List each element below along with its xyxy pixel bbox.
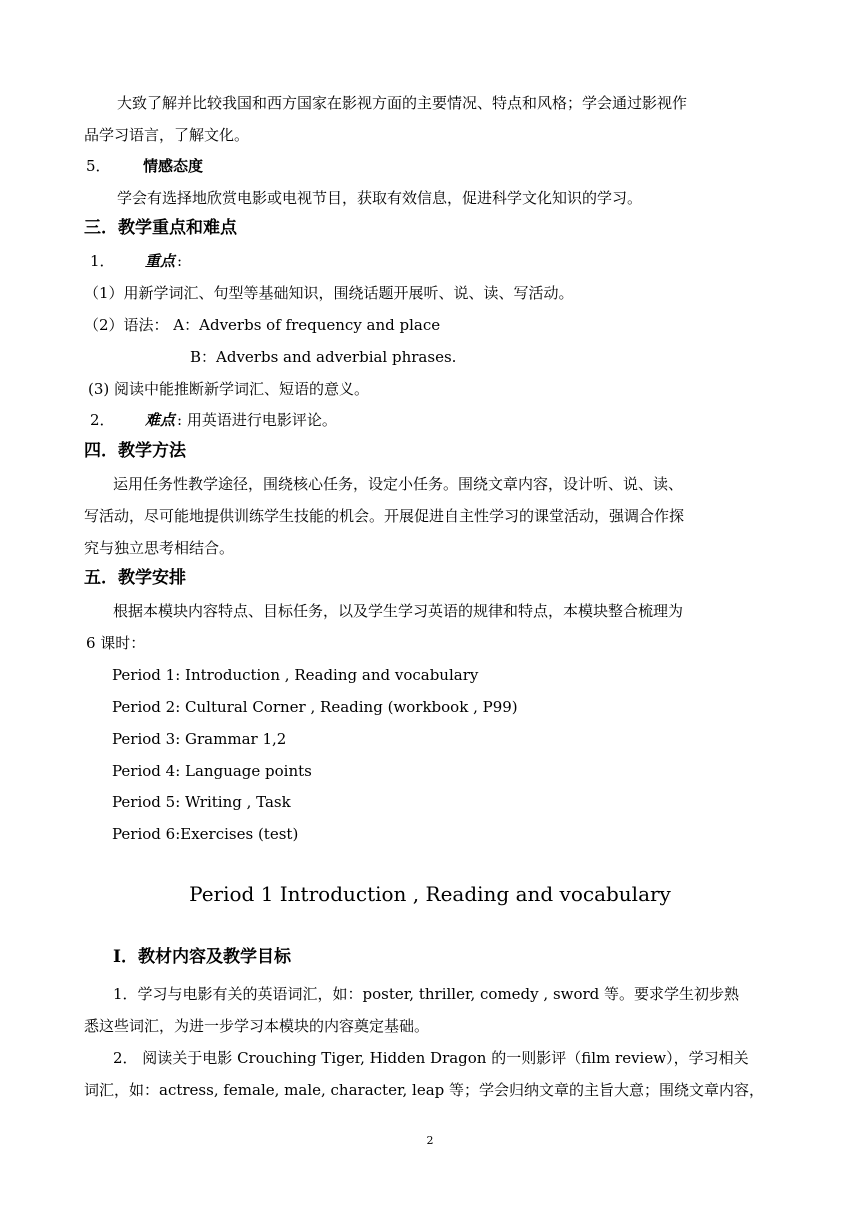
paragraph-line: 6 课时：: [86, 634, 146, 652]
paragraph-line: 品学习语言，了解文化。: [84, 126, 250, 144]
section-heading: I．教材内容及教学目标: [113, 947, 291, 967]
period-item: Period 2: Cultural Corner , Reading (workbook , P99): [112, 698, 518, 716]
paragraph-line: 学会有选择地欣赏电影或电视节目，获取有效信息，促进科学文化知识的学习。: [117, 189, 643, 207]
list-item: (3) 阅读中能推断新学词汇、短语的意义。: [88, 380, 370, 398]
section-title: 情感态度: [143, 157, 204, 175]
list-item: B：Adverbs and adverbial phrases.: [190, 348, 457, 366]
paragraph-line: 根据本模块内容特点、目标任务，以及学生学习英语的规律和特点，本模块整合梳理为: [113, 602, 684, 620]
paragraph-line: 2． 阅读关于电影 Crouching Tiger, Hidden Dragon 的一则影评（film review），学习相关: [113, 1049, 749, 1067]
page-number: 2: [426, 1134, 434, 1147]
item-number: 2．: [90, 411, 115, 429]
section-heading: 四．教学方法: [84, 441, 186, 461]
paragraph-line: 大致了解并比较我国和西方国家在影视方面的主要情况、特点和风格；学会通过影视作: [117, 94, 688, 112]
section-heading: 三．教学重点和难点: [84, 218, 237, 238]
list-item: （1）用新学词汇、句型等基础知识，围绕话题开展听、说、读、写活动。: [84, 284, 574, 302]
paragraph-line: 写活动，尽可能地提供训练学生技能的机会。开展促进自主性学习的课堂活动，强调合作探: [84, 507, 685, 525]
list-item: （2）语法： A：Adverbs of frequency and place: [84, 316, 441, 334]
period-item: Period 5: Writing , Task: [112, 793, 291, 811]
paragraph-line: 词汇，如：actress, female, male, character, leap 等；学会归纳文章的主旨大意；围绕文章内容，: [84, 1081, 765, 1099]
period-item: Period 3: Grammar 1,2: [112, 730, 287, 748]
difficulty-text: : 用英语进行电影评论。: [177, 411, 337, 429]
period-item: Period 1: Introduction , Reading and vocabulary: [112, 666, 479, 684]
colon: :: [177, 252, 183, 270]
difficulty-label: 难点: [145, 411, 176, 429]
period-item: Period 4: Language points: [112, 762, 312, 780]
section-heading: 五．教学安排: [84, 568, 186, 588]
paragraph-line: 悉这些词汇，为进一步学习本模块的内容奠定基础。: [84, 1017, 430, 1035]
paragraph-line: 究与独立思考相结合。: [84, 539, 235, 557]
period-title: Period 1 Introduction , Reading and vocabulary: [189, 882, 671, 906]
period-item: Period 6:Exercises (test): [112, 825, 299, 843]
item-number: 1．: [90, 252, 115, 270]
paragraph-line: 1．学习与电影有关的英语词汇，如：poster, thriller, comedy , sword 等。要求学生初步熟: [113, 985, 740, 1003]
key-point-label: 重点: [145, 252, 176, 270]
paragraph-line: 运用任务性教学途径，围绕核心任务，设定小任务。围绕文章内容，设计听、说、读、: [113, 475, 684, 493]
section-number: 5．: [86, 157, 111, 175]
